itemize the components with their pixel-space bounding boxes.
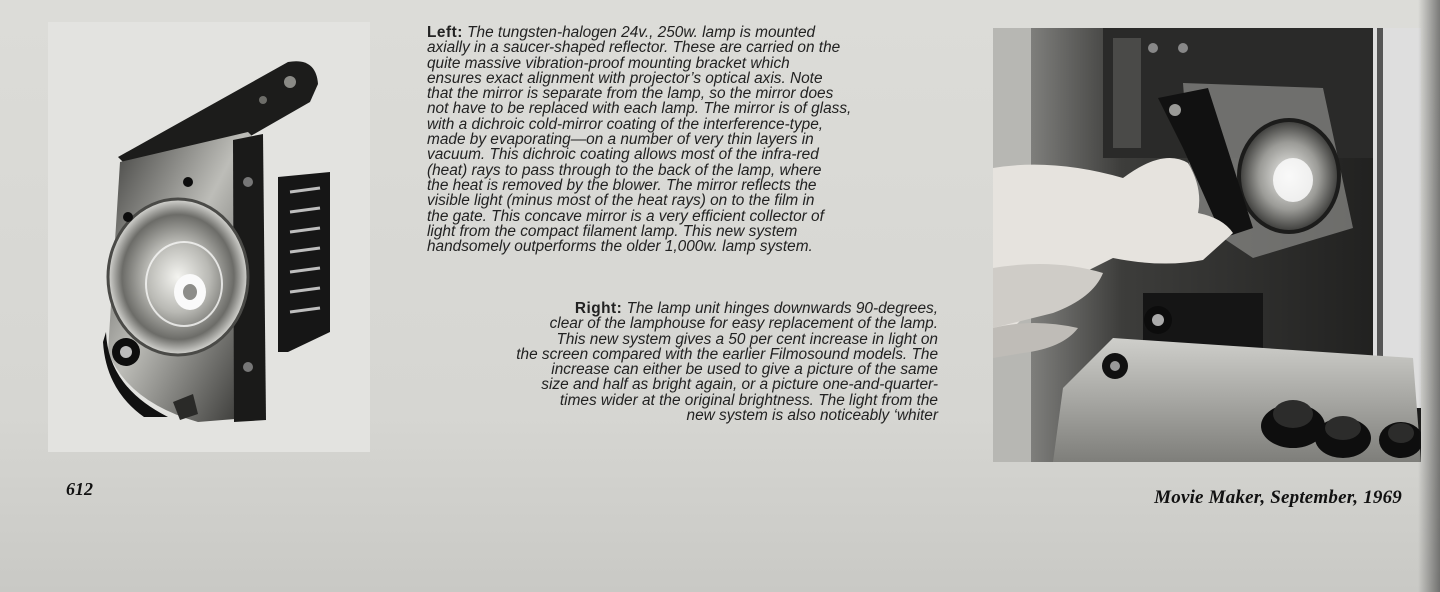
caption-right-text: The lamp unit hinges downwards 90-degrees, [626, 300, 938, 317]
caption-right-line: This new system gives a 50 per cent increase in light on [556, 330, 938, 348]
lamp-unit-illustration [48, 22, 370, 452]
projector-illustration [993, 28, 1421, 462]
caption-left-line: (heat) rays to pass through to the back of the lamp, where [427, 161, 822, 179]
caption-left-line: with a dichroic cold-mirror coating of the interference-type, [427, 115, 824, 133]
page-edge-shadow [1418, 0, 1440, 592]
caption-right-line: clear of the lamphouse for easy replacement of the lamp. [549, 315, 938, 333]
caption-left-line: handsomely outperforms the older 1,000w. lamp system. [427, 238, 813, 256]
caption-left-lead: Left: [427, 24, 463, 41]
caption-right-line: increase can either be used to give a picture of the same [551, 361, 938, 379]
caption-right-lead: Right: [574, 300, 623, 317]
running-footer: Movie Maker, September, 1969 [1154, 487, 1402, 508]
caption-left-line: quite massive vibration-proof mounting bracket which [427, 54, 790, 72]
caption-right-line: new system is also noticeably ‘whiter [686, 407, 938, 425]
caption-left-line: the gate. This concave mirror is a very efficient collector of [427, 207, 824, 225]
page-number: 612 [66, 479, 93, 499]
caption-left-text: The tungsten-halogen 24v., 250w. lamp is mounted [467, 24, 816, 41]
caption-left-line: not have to be replaced with each lamp. The mirror is of glass, [427, 100, 852, 118]
lamp-unit-photo [48, 22, 370, 452]
caption-left-line: axially in a saucer-shaped reflector. These are carried on the [427, 39, 841, 57]
caption-left-line: light from the compact filament lamp. This new system [427, 222, 798, 240]
caption-right-line [430, 301, 938, 316]
caption-right-line: size and half as bright again, or a picture one-and-quarter- [541, 376, 938, 394]
projector-lamphouse-photo [993, 28, 1421, 462]
caption-left-line: that the mirror is separate from the lamp, so the mirror does [427, 85, 834, 103]
caption-right [430, 301, 938, 423]
caption-right-line: the screen compared with the earlier Filmosound models. The [516, 345, 938, 363]
caption-right-line: times wider at the original brightness. The light from the [559, 391, 938, 409]
caption-left-line: vacuum. This dichroic coating allows most of the infra-red [427, 146, 819, 164]
caption-left-line: the heat is removed by the blower. The mirror reflects the [427, 176, 817, 194]
caption-left-line: visible light (minus most of the heat rays) on to the film in [427, 192, 815, 210]
caption-left-line: made by evaporating—on a number of very thin layers in [427, 131, 814, 149]
caption-left-line [427, 25, 947, 40]
caption-left-line: ensures exact alignment with projector’s optical axis. Note [427, 69, 823, 87]
caption-left [427, 25, 947, 254]
